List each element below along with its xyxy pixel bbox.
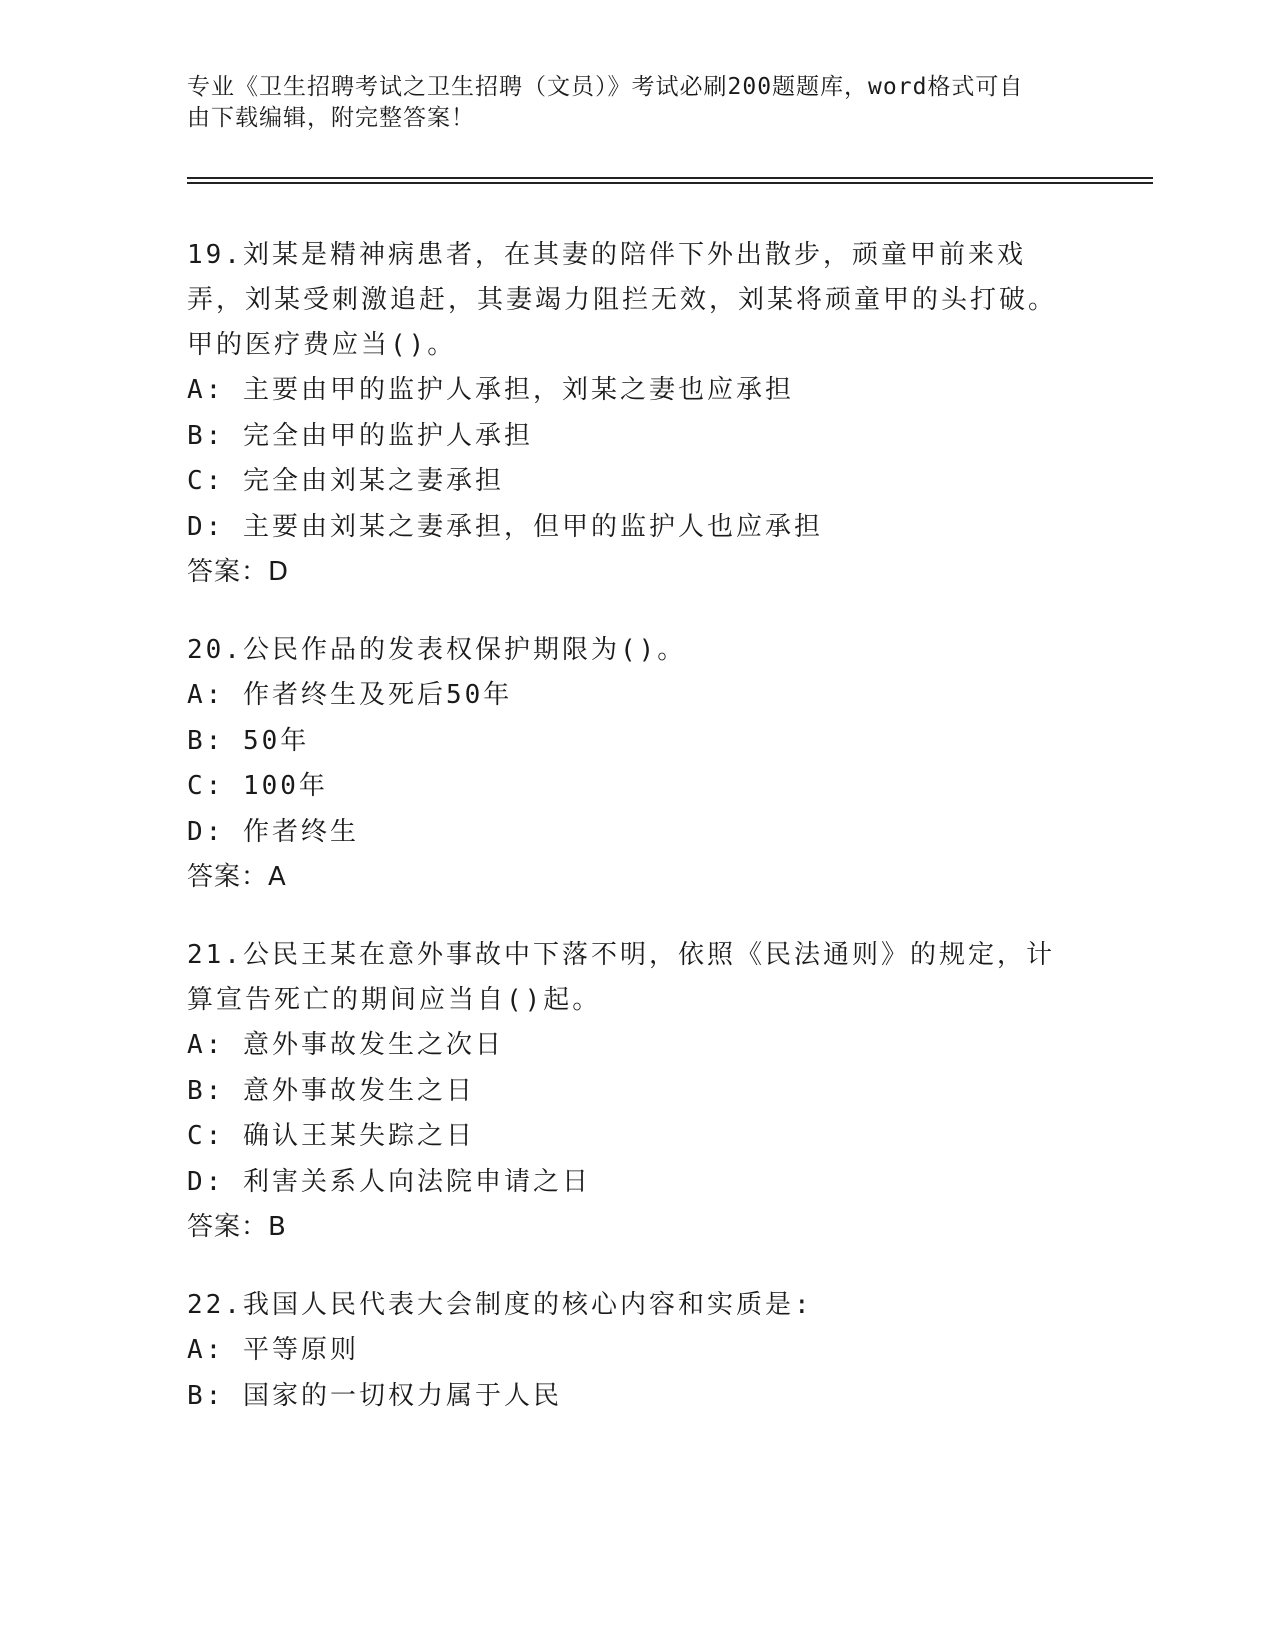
question-22 (187, 1283, 1067, 1419)
answer: 答案：A (187, 862, 287, 892)
header-divider-top (187, 177, 1153, 179)
question-text: 20.公民作品的发表权保护期限为()。 (187, 635, 687, 665)
option-d: D: 作者终生 (187, 816, 359, 847)
option-c: C: 100年 (187, 771, 328, 801)
option-a: A: 平等原则 (187, 1335, 359, 1365)
option-b: B: 意外事故发生之日 (187, 1075, 475, 1106)
question-text: 19.刘某是精神病患者，在其妻的陪伴下外出散步，顽童甲前来戏弄，刘某受刺激追赶，其妻竭力阻拦无效，刘某将顽童甲的头打破。甲的医疗费应当()。 (187, 240, 1058, 360)
option-b: B: 国家的一切权力属于人民 (187, 1380, 562, 1411)
header-line-1: 专业《卫生招聘考试之卫生招聘（文员）》考试必刷200题题库，word格式可自 (187, 74, 1024, 100)
question-list (187, 233, 1067, 1452)
option-b: B: 50年 (187, 725, 310, 756)
answer: 答案：B (187, 1212, 287, 1242)
question-19 (187, 233, 1067, 595)
header-line-2: 由下载编辑，附完整答案！ (187, 105, 475, 131)
document-header (187, 72, 1067, 134)
option-a: A: 作者终生及死后50年 (187, 680, 513, 710)
question-text: 21.公民王某在意外事故中下落不明，依照《民法通则》的规定，计算宣告死亡的期间应当自()起。 (187, 940, 1055, 1015)
question-text: 22.我国人民代表大会制度的核心内容和实质是: (187, 1290, 813, 1320)
option-a: A: 主要由甲的监护人承担，刘某之妻也应承担 (187, 375, 794, 405)
header-divider-bottom (187, 182, 1153, 184)
question-21 (187, 933, 1067, 1250)
question-20 (187, 628, 1067, 900)
option-d: D: 利害关系人向法院申请之日 (187, 1166, 591, 1197)
option-a: A: 意外事故发生之次日 (187, 1030, 504, 1060)
option-d: D: 主要由刘某之妻承担，但甲的监护人也应承担 (187, 511, 823, 542)
answer: 答案：D (187, 557, 290, 587)
option-b: B: 完全由甲的监护人承担 (187, 420, 533, 451)
option-c: C: 完全由刘某之妻承担 (187, 466, 504, 496)
option-c: C: 确认王某失踪之日 (187, 1121, 475, 1151)
